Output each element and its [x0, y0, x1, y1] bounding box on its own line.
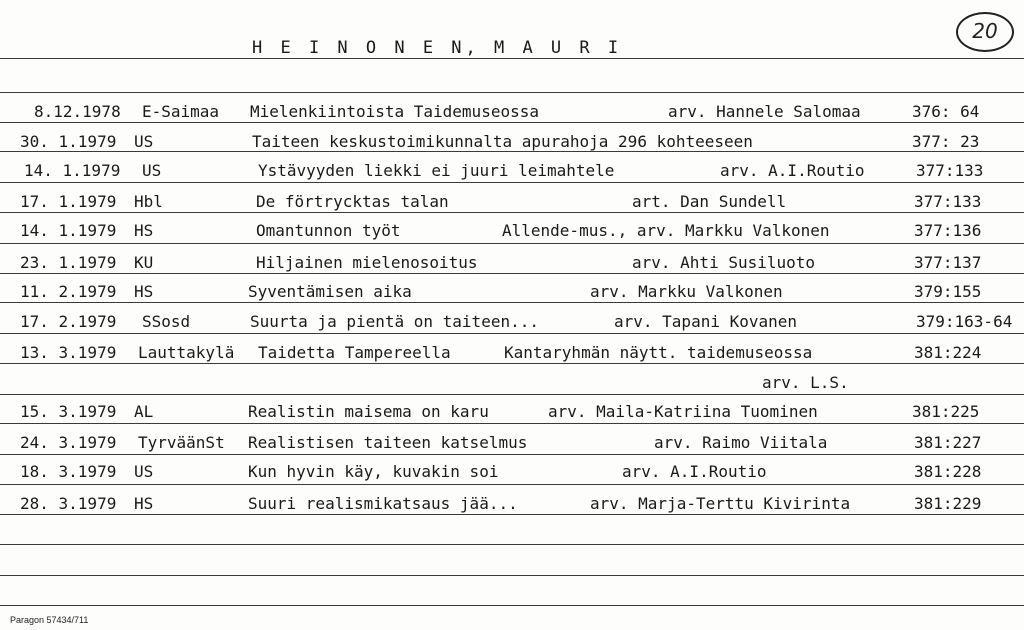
entry-title: Ystävyyden liekki ei juuri leimahtele: [258, 161, 615, 180]
entry-ref: 377: 23: [912, 132, 980, 151]
entry-date: 13. 3.1979: [20, 343, 117, 362]
entry-title: Hiljainen mielenosoitus: [256, 253, 478, 272]
ruled-line: [0, 514, 1024, 515]
entry-author: arv. Raimo Viitala: [654, 433, 828, 452]
entry-source: HS: [134, 282, 154, 301]
ruled-line: [0, 302, 1024, 303]
entry-author: arv. Tapani Kovanen: [614, 312, 798, 331]
entry-title: Taiteen keskustoimikunnalta apurahoja 296 kohteeseen: [252, 132, 753, 151]
entry-source: E-Saimaa: [142, 102, 220, 121]
entry-date: 8.12.1978: [34, 102, 121, 121]
ruled-line: [0, 333, 1024, 334]
entry-ref: 379:163-64: [916, 312, 1013, 331]
ruled-line: [0, 182, 1024, 183]
entry-source: TyrväänSt: [138, 433, 225, 452]
entry-date: 14. 1.1979: [24, 161, 121, 180]
entry-source: US: [134, 462, 154, 481]
entry-date: 24. 3.1979: [20, 433, 117, 452]
ruled-line: [0, 575, 1024, 576]
entry-author: arv. L.S.: [762, 373, 849, 392]
entry-source: Lauttakylä: [138, 343, 235, 362]
entry-date: 23. 1.1979: [20, 253, 117, 272]
entry-author: arv. A.I.Routio: [622, 462, 767, 481]
ruled-line: [0, 363, 1024, 364]
entry-date: 18. 3.1979: [20, 462, 117, 481]
entry-source: SSosd: [142, 312, 191, 331]
entry-title: Kun hyvin käy, kuvakin soi: [248, 462, 499, 481]
entry-author: arv. Markku Valkonen: [590, 282, 783, 301]
entry-date: 30. 1.1979: [20, 132, 117, 151]
entry-ref: 379:155: [914, 282, 982, 301]
entry-title: Mielenkiintoista Taidemuseossa: [250, 102, 539, 121]
ruled-line: [0, 92, 1024, 93]
entry-title: De förtrycktas talan: [256, 192, 449, 211]
entry-date: 17. 2.1979: [20, 312, 117, 331]
entry-source: HS: [134, 221, 154, 240]
entry-source: US: [134, 132, 154, 151]
entry-title: Realistisen taiteen katselmus: [248, 433, 528, 452]
ruled-line: [0, 151, 1024, 152]
entry-ref: 381:229: [914, 494, 982, 513]
ruled-line: [0, 394, 1024, 395]
entry-source: US: [142, 161, 162, 180]
entry-author: arv. Maila-Katriina Tuominen: [548, 402, 818, 421]
card-heading-name: H E I N O N E N, M A U R I: [252, 38, 623, 58]
entry-date: 28. 3.1979: [20, 494, 117, 513]
ruled-line: [0, 454, 1024, 455]
entry-date: 17. 1.1979: [20, 192, 117, 211]
entry-ref: 376: 64: [912, 102, 980, 121]
card-footer-print: Paragon 57434/711: [10, 615, 89, 625]
ruled-line: [0, 423, 1024, 424]
entry-ref: 377:137: [914, 253, 982, 272]
ruled-line: [0, 243, 1024, 244]
entry-title: Taidetta Tampereella: [258, 343, 451, 362]
ruled-line: [0, 212, 1024, 213]
ruled-line: [0, 544, 1024, 545]
ruled-line: [0, 122, 1024, 123]
entry-ref: 381:227: [914, 433, 982, 452]
entry-ref: 381:225: [912, 402, 980, 421]
ruled-line: [0, 273, 1024, 274]
entry-source: AL: [134, 402, 154, 421]
entry-author: arv. Ahti Susiluoto: [632, 253, 816, 272]
entry-ref: 377:133: [916, 161, 984, 180]
entry-author: art. Dan Sundell: [632, 192, 787, 211]
entry-title: Syventämisen aika: [248, 282, 412, 301]
entry-date: 15. 3.1979: [20, 402, 117, 421]
entry-source: Hbl: [134, 192, 163, 211]
entry-ref: 377:136: [914, 221, 982, 240]
entry-ref: 381:228: [914, 462, 982, 481]
entry-author: arv. A.I.Routio: [720, 161, 865, 180]
entry-title: Realistin maisema on karu: [248, 402, 489, 421]
card-number-circle: 20: [956, 12, 1014, 52]
ruled-line: [0, 484, 1024, 485]
entry-author: arv. Marja-Terttu Kivirinta: [590, 494, 851, 513]
entry-author: Allende-mus., arv. Markku Valkonen: [502, 221, 830, 240]
entry-ref: 377:133: [914, 192, 982, 211]
entry-source: HS: [134, 494, 154, 513]
header-rule: [0, 58, 1024, 59]
entry-date: 14. 1.1979: [20, 221, 117, 240]
entry-ref: 381:224: [914, 343, 982, 362]
entry-date: 11. 2.1979: [20, 282, 117, 301]
entry-title: Omantunnon työt: [256, 221, 401, 240]
entry-source: KU: [134, 253, 154, 272]
entry-title: Suuri realismikatsaus jää...: [248, 494, 518, 513]
entry-author: arv. Hannele Salomaa: [668, 102, 861, 121]
entry-author: Kantaryhmän näytt. taidemuseossa: [504, 343, 813, 362]
ruled-line: [0, 605, 1024, 606]
entry-title: Suurta ja pientä on taiteen...: [250, 312, 539, 331]
